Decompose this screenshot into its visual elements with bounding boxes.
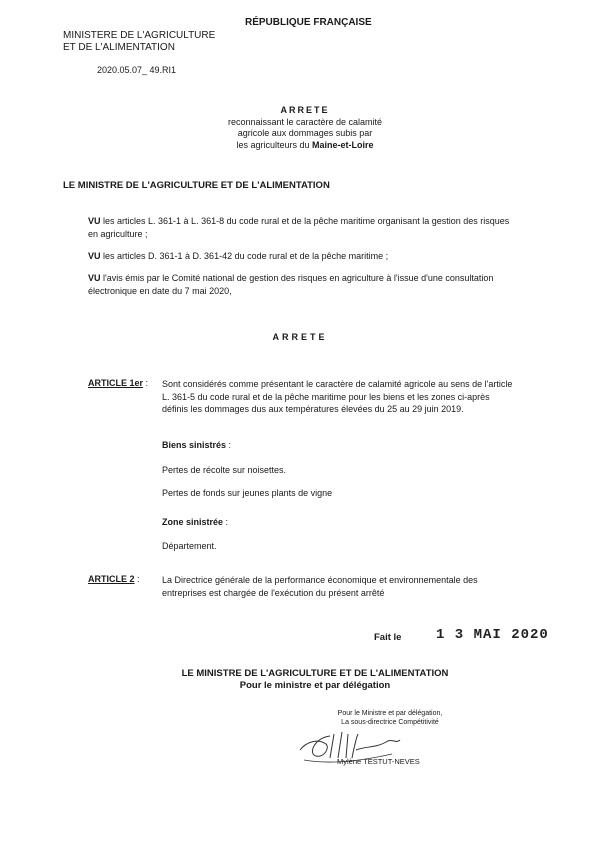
signature-line-1: Pour le Ministre et par délégation,: [337, 710, 443, 717]
visa-2: [88, 250, 518, 263]
closing-line-1: LE MINISTRE DE L'AGRICULTURE ET DE L'ALIMENTATION: [181, 668, 449, 679]
closing-block: [150, 668, 480, 692]
biens-colon: :: [226, 440, 232, 450]
zone-heading: Zone sinistrée: [162, 517, 224, 527]
fait-le-label: Fait le: [374, 632, 402, 643]
title-block: [200, 105, 410, 151]
article-2-colon: :: [134, 574, 140, 584]
republic-heading: RÉPUBLIQUE FRANÇAISE: [245, 17, 372, 28]
biens-item-1: Pertes de récolte sur noisettes.: [162, 465, 287, 475]
title-heading: ARRETE: [280, 105, 330, 115]
article-2-label-block: [88, 574, 140, 584]
visa-1-vu: VU: [88, 216, 101, 226]
biens-heading-block: [162, 440, 231, 450]
zone-colon: :: [223, 517, 229, 527]
visa-1-text: les articles L. 361-1 à L. 361-8 du code rural et de la pêche maritime organisant la gestion des risques en agriculture ;: [88, 216, 510, 239]
signature-block: [310, 709, 470, 727]
visa-3-text: l'avis émis par le Comité national de gestion des risques en agriculture à l'issue d'une consultation électronique en date du 7 mai 2020,: [88, 273, 494, 296]
title-line-1: reconnaissant le caractère de calamité: [227, 116, 383, 127]
article-2-text: La Directrice générale de la performance économique et environnementale des entreprises est chargée de l'exécution du présent arrêté: [162, 575, 478, 598]
zone-heading-block: [162, 517, 228, 527]
visa-3: [88, 272, 518, 297]
signatory-name: Mylène TESTUT-NEVES: [337, 757, 420, 766]
title-line-2: agricole aux dommages subis par: [237, 128, 373, 138]
reference-number: 2020.05.07_ 49.RI1: [97, 65, 177, 75]
title-line-3-prefix: les agriculteurs du: [236, 139, 313, 150]
visa-2-text: les articles D. 361-1 à D. 361-42 du code rural et de la pêche maritime ;: [100, 251, 389, 261]
arrete-heading: ARRETE: [272, 332, 328, 342]
article-2-label: ARTICLE 2: [88, 574, 135, 584]
visa-1: [88, 215, 518, 240]
article-1-label-block: [88, 378, 148, 388]
article-1-colon: :: [143, 378, 149, 388]
visa-2-vu: VU: [88, 251, 101, 261]
ministry-line-1: MINISTERE DE L'AGRICULTURE: [63, 30, 216, 41]
ministry-line-2: ET DE L'ALIMENTATION: [63, 42, 175, 53]
biens-item-2: Pertes de fonds sur jeunes plants de vigne: [162, 488, 333, 498]
closing-line-2: Pour le ministre et par délégation: [239, 680, 391, 691]
minister-heading: LE MINISTRE DE L'AGRICULTURE ET DE L'ALIMENTATION: [63, 180, 330, 191]
biens-heading: Biens sinistrés: [162, 440, 227, 450]
visa-3-vu: VU: [88, 273, 101, 283]
date-stamp: 1 3 MAI 2020: [436, 627, 549, 643]
article-1-label: ARTICLE 1er: [88, 378, 144, 388]
ministry-block: [63, 30, 215, 54]
zone-value: Département.: [162, 541, 217, 551]
article-1-text: Sont considérés comme présentant le caractère de calamité agricole au sens de l'article L. 361-5 du code rural et de la pêche maritime pour les biens et les zones ci-après définis les dommages dus aux températures élevées du 25 au 29 juin 2019.: [162, 379, 513, 414]
department-name: Maine-et-Loire: [312, 139, 374, 150]
title-line-3: [200, 140, 410, 152]
signature-line-2: La sous-directrice Compétitivité: [341, 719, 439, 726]
